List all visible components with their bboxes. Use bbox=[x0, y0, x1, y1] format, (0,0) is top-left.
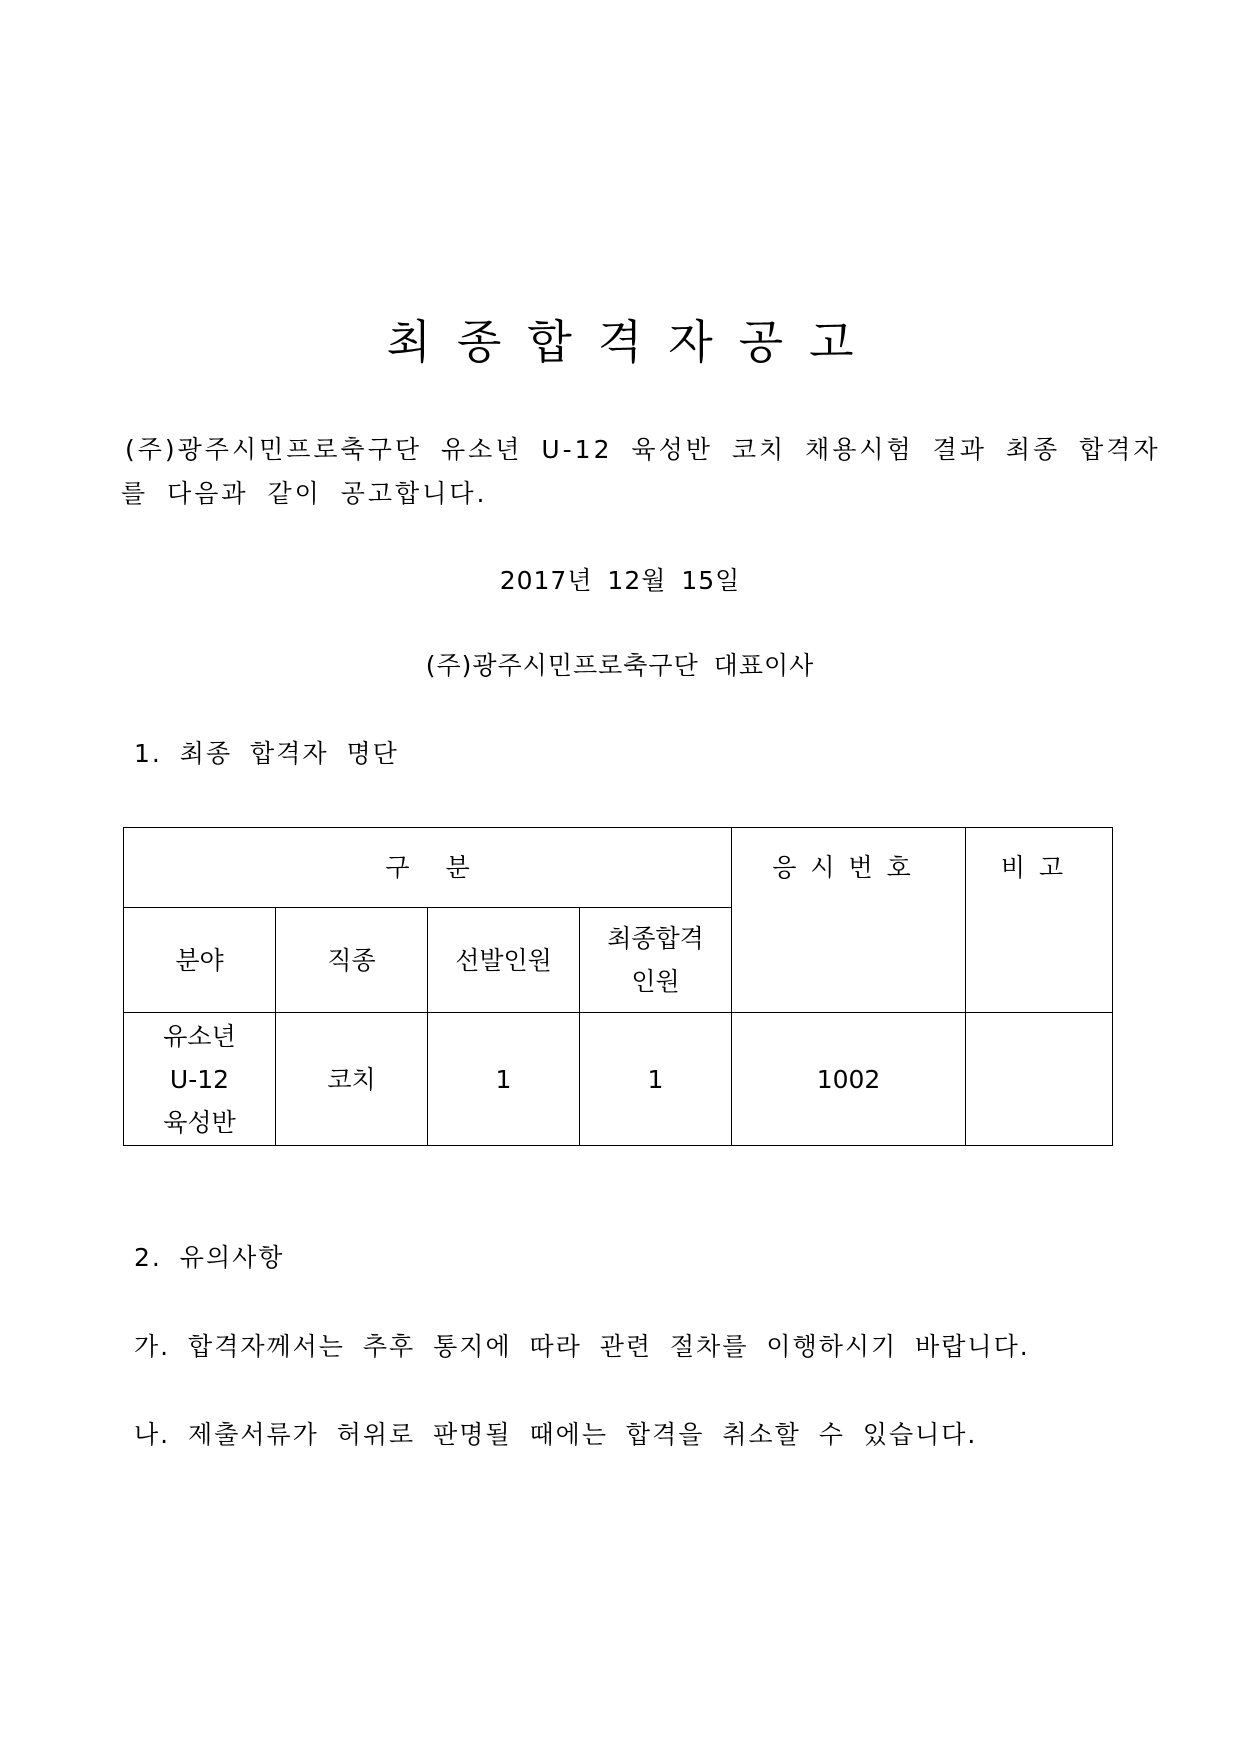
row-field-line-2: U-12 bbox=[169, 1064, 230, 1094]
row-remarks-cell bbox=[966, 1013, 1113, 1146]
row-position-cell: 코치 bbox=[276, 1013, 428, 1146]
table-header-row bbox=[124, 828, 1113, 908]
note-item-2: 나. 제출서류가 허위로 판명될 때에는 합격을 취소할 수 있습니다. bbox=[134, 1420, 978, 1449]
note-item-1: 가. 합격자께서는 추후 통지에 따라 관련 절차를 이행하시기 바랍니다. bbox=[134, 1332, 1030, 1361]
row-final-count-cell: 1 bbox=[580, 1013, 732, 1146]
row-field-cell bbox=[124, 1013, 276, 1146]
header-final-count-line-1: 최종합격 bbox=[607, 924, 704, 953]
header-field-cell: 분야 bbox=[124, 908, 276, 1013]
row-field-line-3: 육성반 bbox=[163, 1107, 236, 1137]
intro-text-line-2: 를 다음과 같이 공고합니다. bbox=[121, 479, 488, 508]
row-planned-count-cell: 1 bbox=[428, 1013, 580, 1146]
header-remarks-label: 비고 bbox=[1000, 853, 1078, 882]
row-exam-number-cell: 1002 bbox=[732, 1013, 966, 1146]
header-exam-number-cell bbox=[732, 828, 966, 1013]
announcement-date: 2017년 12월 15일 bbox=[499, 566, 741, 595]
table-row bbox=[124, 1013, 1113, 1146]
header-group-cell: 구 분 bbox=[124, 828, 732, 908]
section-1-heading: 1. 최종 합격자 명단 bbox=[134, 739, 399, 768]
header-exam-number-label: 응시번호 bbox=[772, 853, 925, 882]
header-planned-count-cell: 선발인원 bbox=[428, 908, 580, 1013]
final-candidates-table bbox=[123, 827, 1113, 1146]
header-remarks-cell bbox=[966, 828, 1113, 1013]
page-title: 최종합격자공고 bbox=[386, 315, 880, 369]
intro-text-line-1: (주)광주시민프로축구단 유소년 U-12 육성반 코치 채용시험 결과 최종 합격자 bbox=[125, 435, 1161, 464]
section-2-heading: 2. 유의사항 bbox=[134, 1243, 285, 1272]
header-position-cell: 직종 bbox=[276, 908, 428, 1013]
header-final-count-line-2: 인원 bbox=[631, 967, 680, 996]
header-final-count-cell bbox=[580, 908, 732, 1013]
row-field-line-1: 유소년 bbox=[163, 1021, 236, 1051]
issuer-name: (주)광주시민프로축구단 대표이사 bbox=[425, 651, 815, 680]
